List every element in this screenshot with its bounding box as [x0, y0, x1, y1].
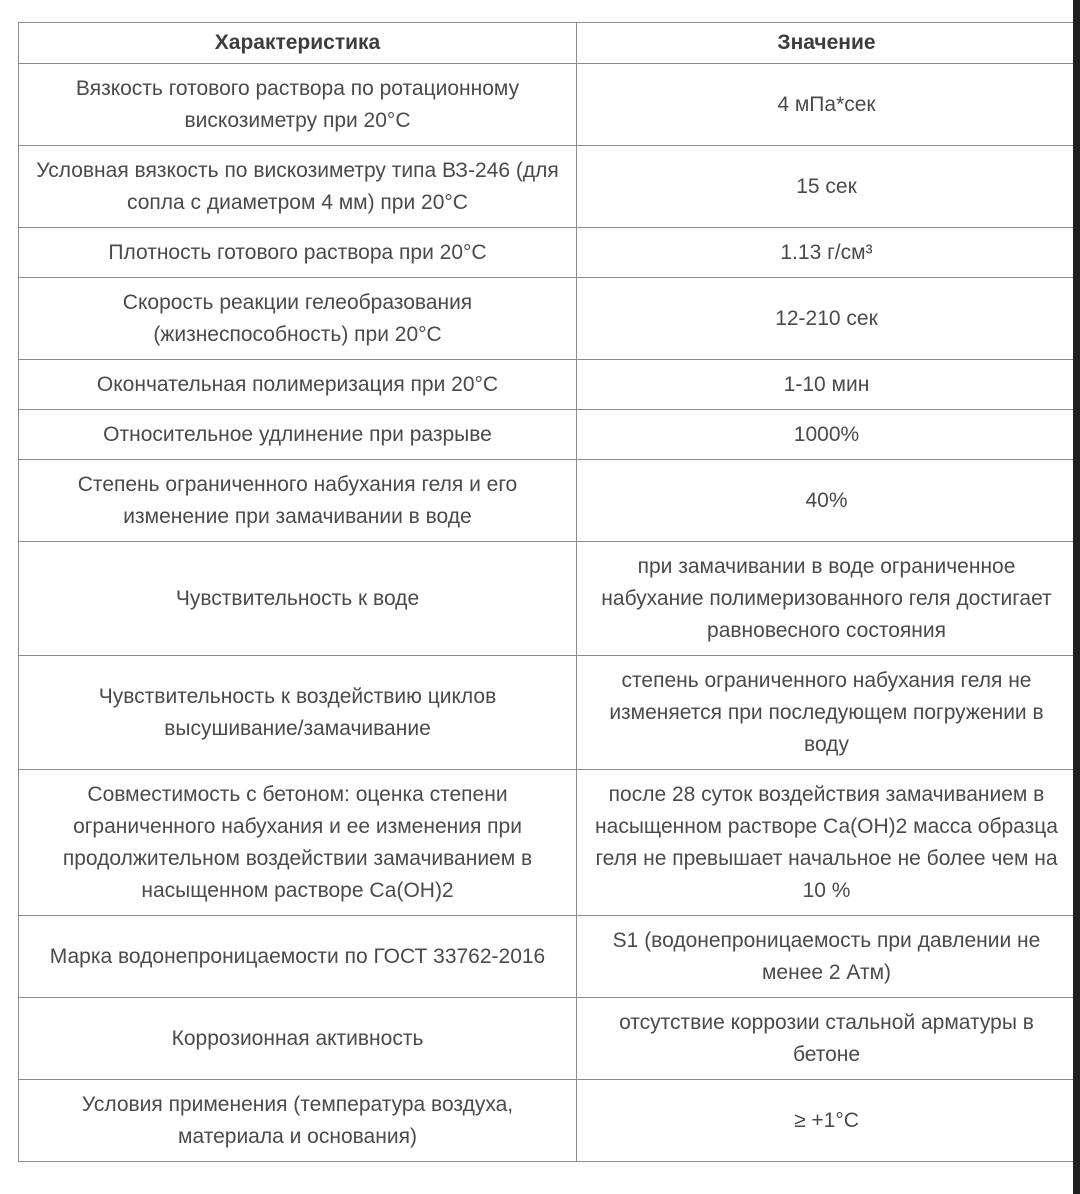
row-value: после 28 суток воздействия замачиванием в насыщенном растворе Са(ОН)2 масса образца геля не превышает начальное не более чем на 10 % — [577, 770, 1077, 916]
row-value: 1000% — [577, 410, 1077, 460]
table-row — [19, 360, 1077, 410]
row-characteristic: Вязкость готового раствора по ротационному вискозиметру при 20°С — [19, 64, 577, 146]
table-row — [19, 770, 1077, 916]
row-value: 1-10 мин — [577, 360, 1077, 410]
row-characteristic: Условия применения (температура воздуха, материала и основания) — [19, 1080, 577, 1162]
row-characteristic: Скорость реакции гелеобразования (жизнеспособность) при 20°С — [19, 278, 577, 360]
row-characteristic: Коррозионная активность — [19, 998, 577, 1080]
row-value: 4 мПа*сек — [577, 64, 1077, 146]
header-characteristic: Характеристика — [19, 23, 577, 64]
row-value: при замачивании в воде ограниченное набухание полимеризованного геля достигает равновесного состояния — [577, 542, 1077, 656]
table-row — [19, 460, 1077, 542]
table-row — [19, 278, 1077, 360]
table-row — [19, 1080, 1077, 1162]
row-characteristic: Чувствительность к воздействию циклов высушивание/замачивание — [19, 656, 577, 770]
row-characteristic: Плотность готового раствора при 20°С — [19, 228, 577, 278]
row-value: S1 (водонепроницаемость при давлении не менее 2 Атм) — [577, 916, 1077, 998]
row-characteristic: Чувствительность к воде — [19, 542, 577, 656]
row-value: 15 сек — [577, 146, 1077, 228]
row-characteristic: Совместимость с бетоном: оценка степени ограниченного набухания и ее изменения при продолжительном воздействии замачиванием в насыщенном растворе Са(ОН)2 — [19, 770, 577, 916]
table-header-row — [19, 23, 1077, 64]
table-row — [19, 228, 1077, 278]
table-row — [19, 410, 1077, 460]
row-value: 1.13 г/см³ — [577, 228, 1077, 278]
table-row — [19, 998, 1077, 1080]
table-row — [19, 916, 1077, 998]
row-value: степень ограниченного набухания геля не изменяется при последующем погружении в воду — [577, 656, 1077, 770]
header-value: Значение — [577, 23, 1077, 64]
row-characteristic: Марка водонепроницаемости по ГОСТ 33762-2016 — [19, 916, 577, 998]
row-value: ≥ +1°С — [577, 1080, 1077, 1162]
row-characteristic: Степень ограниченного набухания геля и его изменение при замачивании в воде — [19, 460, 577, 542]
table-row — [19, 656, 1077, 770]
row-characteristic: Относительное удлинение при разрыве — [19, 410, 577, 460]
row-characteristic: Окончательная полимеризация при 20°С — [19, 360, 577, 410]
table-row — [19, 146, 1077, 228]
window-edge-bar — [1073, 0, 1080, 1194]
row-value: 12-210 сек — [577, 278, 1077, 360]
row-characteristic: Условная вязкость по вискозиметру типа ВЗ-246 (для сопла с диаметром 4 мм) при 20°С — [19, 146, 577, 228]
row-value: 40% — [577, 460, 1077, 542]
table-row — [19, 542, 1077, 656]
table-row — [19, 64, 1077, 146]
properties-table — [18, 22, 1077, 1162]
row-value: отсутствие коррозии стальной арматуры в бетоне — [577, 998, 1077, 1080]
